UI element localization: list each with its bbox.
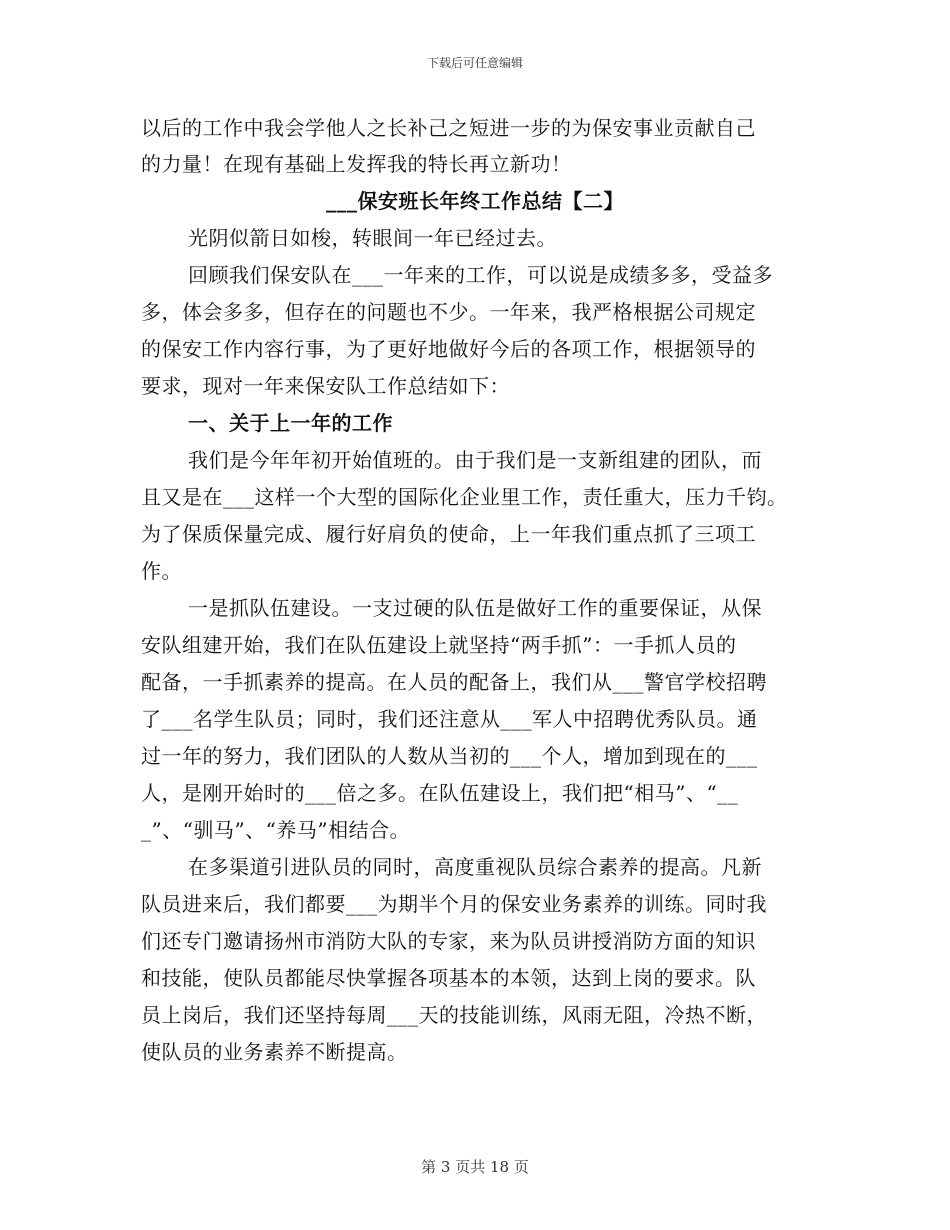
body-text-line: 一是抓队伍建设。一支过硬的队伍是做好工作的重要保证，从保 xyxy=(188,596,762,620)
body-text-line: 配备，一手抓素养的提高。在人员的配备上，我们从___警官学校招聘 xyxy=(141,670,767,694)
section-title: ___保安班长年终工作总结【二】 xyxy=(326,189,624,213)
body-text-line: 的力量！在现有基础上发挥我的特长再立新功！ xyxy=(141,152,572,176)
body-text-line: 以后的工作中我会学他人之长补己之短进一步的为保安事业贡献自己 xyxy=(141,116,756,140)
body-text-line: 我们是今年年初开始值班的。由于我们是一支新组建的团队，而 xyxy=(188,448,762,472)
page-number: 第 3 页共 18 页 xyxy=(421,1158,529,1176)
body-text-line: 们还专门邀请扬州市消防大队的专家，来为队员讲授消防方面的知识 xyxy=(141,929,756,953)
subsection-heading: 一、关于上一年的工作 xyxy=(188,411,393,435)
body-text-line: 人，是刚开始时的___倍之多。在队伍建设上，我们把“相马”、“__ xyxy=(141,781,739,805)
body-text-line: 安队组建开始，我们在队伍建设上就坚持“两手抓”：一手抓人员的 xyxy=(141,633,737,657)
body-text-line: 作。 xyxy=(141,559,182,583)
body-text-line: 回顾我们保安队在___一年来的工作，可以说是成绩多多，受益多 xyxy=(188,263,773,287)
body-text-line: 员上岗后，我们还坚持每周___天的技能训练，风雨无阻，冷热不断， xyxy=(141,1003,767,1027)
body-text-line: 了___名学生队员；同时，我们还注意从___军人中招聘优秀队员。通 xyxy=(141,707,758,731)
body-text-line: _”、“驯马”、“养马”相结合。 xyxy=(141,818,411,842)
body-text-line: 的保安工作内容行事，为了更好地做好今后的各项工作，根据领导的 xyxy=(141,337,756,361)
body-text-line: 且又是在___这样一个大型的国际化企业里工作，责任重大，压力千钧。 xyxy=(141,485,788,509)
body-text-line: 队员进来后，我们都要___为期半个月的保安业务素养的训练。同时我 xyxy=(141,892,767,916)
page-header-note: 下载后可任意编辑 xyxy=(426,56,523,70)
body-text-line: 和技能，使队员都能尽快掌握各项基本的本领，达到上岗的要求。队 xyxy=(141,966,756,990)
body-text-line: 多，体会多多，但存在的问题也不少。一年来，我严格根据公司规定 xyxy=(141,300,756,324)
body-text-line: 要求，现对一年来保安队工作总结如下： xyxy=(141,374,510,398)
body-text-line: 使队员的业务素养不断提高。 xyxy=(141,1040,408,1064)
body-text-line: 光阴似箭日如梭，转眼间一年已经过去。 xyxy=(188,226,557,250)
body-text-line: 为了保质保量完成、履行好肩负的使命，上一年我们重点抓了三项工 xyxy=(141,522,756,546)
body-text-line: 过一年的努力，我们团队的人数从当初的___个人，增加到现在的___ xyxy=(141,744,758,768)
body-text-line: 在多渠道引进队员的同时，高度重视队员综合素养的提高。凡新 xyxy=(188,855,762,879)
